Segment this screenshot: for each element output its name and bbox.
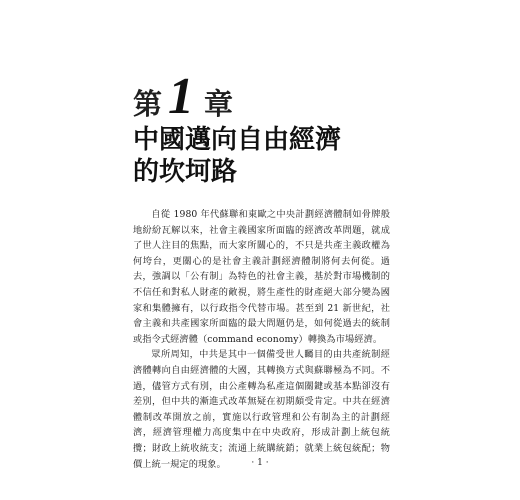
chapter-title xyxy=(133,124,341,188)
paragraph-1: 自從 1980 年代蘇聯和東歐之中央計劃經濟體制如骨牌般地紛紛瓦解以來，社會主義國家所面臨的經濟改革問題，就成了世人注目的焦點，而大家所關心的，不只是共產主義政權為何垮台，更關心的是社會主義計劃經濟體制將何去何從。過去，強調以「公有制」為特色的社會主義，基於對市場機制的不信任和對私人財產的敵視，將生產性的財產絕大部分變為國家和集體擁有，以行政指令代替市場。甚至到 21 新世紀，社會主義和共產國家所面臨的最大問題仍是，如何從過去的統制或指令式經濟體（command economy）轉換為市場經濟。 xyxy=(133,209,390,345)
chapter-heading xyxy=(133,68,234,125)
paragraph-2: 眾所周知，中共是其中一個備受世人矚目的由共產統制經濟體轉向自由經濟體的大國，其轉換方式與蘇聯極為不同。不過，儘管方式有別，由公產轉為私產這個關鍵或基本點卻沒有差別，但中共的漸進式改革無疑在初期頗受肯定。中共在經濟體制改革開放之前，實施以行政管理和公有制為主的計劃經濟，經濟管理權力高度集中在中央政府，形成計劃上統包統攬；財政上統收統支；流通上統購統銷；就業上統包統配；物價上統一規定的現象。 xyxy=(133,349,390,470)
body-text xyxy=(133,207,390,472)
page-number: · 1 · xyxy=(251,458,269,468)
chapter-title-line-1: 中國邁向自由經濟 xyxy=(133,125,342,155)
chapter-number: 1 xyxy=(168,68,195,125)
chapter-title-line-2: 的坎坷路 xyxy=(133,157,238,187)
chapter-suffix: 章 xyxy=(204,87,234,121)
chapter-prefix: 第 xyxy=(133,87,163,121)
